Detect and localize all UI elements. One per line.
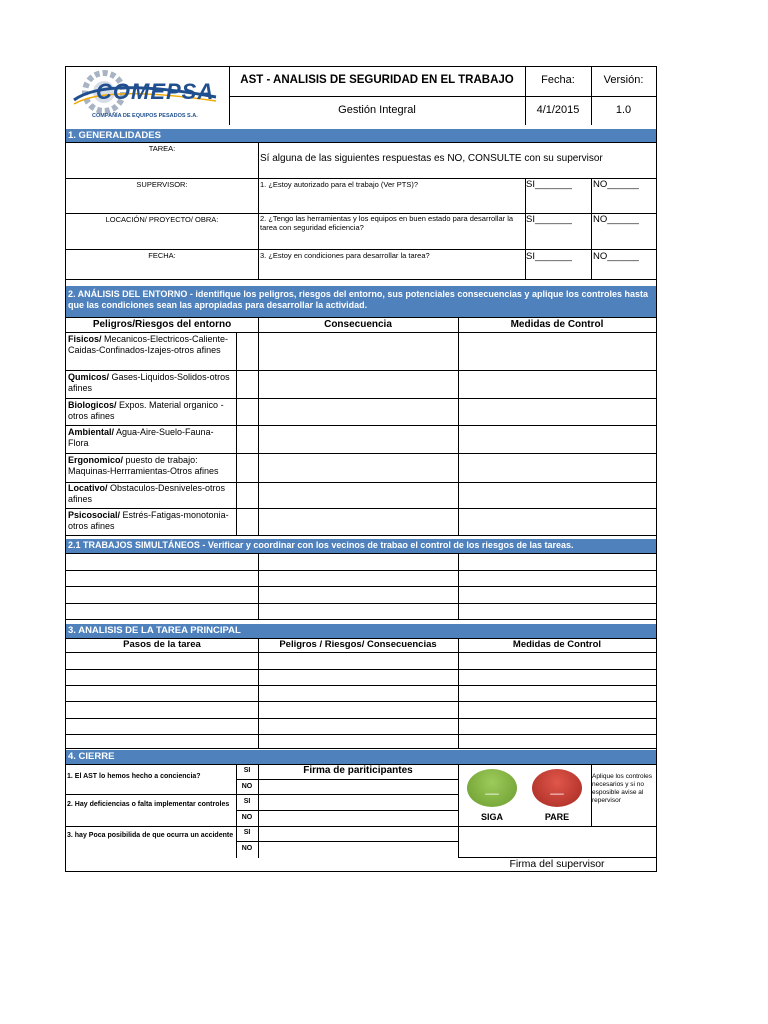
question-3-no[interactable]: NO______	[593, 251, 639, 262]
participants-signature-label: Firma de pariticipantes	[303, 765, 413, 776]
date-label: Fecha:	[541, 74, 575, 86]
siga-button[interactable]	[467, 769, 517, 807]
field-locacion-label: LOCACIÓN/ PROYECTO/ OBRA:	[105, 215, 219, 224]
cierre-question-1: 1. El AST lo hemos hecho a conciencia?	[67, 773, 201, 780]
hazard-ambiental: Ambiental/ Agua-Aire-Suelo-Fauna-Flora	[68, 427, 214, 448]
hazard-locativo: Locativo/ Obstaculos-Desniveles-otros afines	[68, 483, 226, 504]
supervisor-signature-label: Firma del supervisor	[509, 858, 605, 870]
version-value: 1.0	[615, 104, 632, 116]
cierre-question-3: 3. hay Poca posibilida de que ocurra un accidente	[67, 832, 234, 839]
hazard-quimicos: Qumicos/ Gases-Liquidos-Solidos-otros afines	[68, 372, 230, 393]
cierre-q1-no[interactable]: NO	[241, 783, 253, 790]
question-3: 3. ¿Estoy en condiciones para desarrollar la tarea?	[260, 251, 430, 260]
company-brand: COMEPSA	[96, 79, 215, 104]
hazard-psicosocial: Psicosocial/ Estrés-Fatigas-monotonia-otros afines	[68, 510, 229, 531]
question-1-si[interactable]: SI_______	[526, 179, 572, 190]
section-entorno-title: 2. ANÁLISIS DEL ENTORNO - identifique los peligros, riesgos del entorno, sus potenciales consecuencias y aplique los controles hasta que las condiciones sean las apropiadas para desarrollar la actividad.	[66, 286, 656, 317]
hazard-fisicos: Fisicos/ Mecanicos-Electricos-Caliente-Caidas-Confinados-Izajes-otros afines	[68, 334, 229, 355]
field-fecha-label: FECHA:	[148, 251, 176, 260]
form-title: AST - ANALISIS DE SEGURIDAD EN EL TRABAJO	[240, 74, 514, 86]
version-label: Versión:	[603, 74, 644, 86]
company-logo	[66, 67, 228, 125]
pare-button-label: __	[550, 781, 564, 795]
cierre-note: Aplique los controles necesarios y si no esposible avise al repervisor	[592, 773, 652, 804]
siga-label: SIGA	[480, 812, 503, 822]
tarea-col-peligros: Peligros / Riesgos/ Consecuencias	[279, 639, 437, 650]
entorno-col-medidas: Medidas de Control	[510, 319, 604, 330]
form-subtitle: Gestión Integral	[338, 104, 416, 116]
cierre-q1-si[interactable]: SI	[243, 767, 251, 774]
cierre-question-2: 2. Hay deficiencias o falta implementar controles	[67, 801, 230, 808]
siga-button-label: __	[485, 781, 499, 795]
question-1-no[interactable]: NO______	[593, 179, 639, 190]
generalidades-intro: Sí alguna de las siguientes respuestas es NO, CONSULTE con su supervisor	[260, 153, 603, 164]
section-tarea-title: 3. ANALISIS DE LA TAREA PRINCIPAL	[66, 624, 656, 638]
pare-button[interactable]	[532, 769, 582, 807]
tarea-col-medidas: Medidas de Control	[512, 639, 602, 650]
cierre-q2-si[interactable]: SI	[243, 798, 251, 805]
question-1: 1. ¿Estoy autorizado para el trabajo (Ver PTS)?	[260, 180, 418, 189]
company-tagline: COMPAÑÍA DE EQUIPOS PESADOS S.A.	[92, 113, 198, 119]
date-value: 4/1/2015	[536, 104, 580, 116]
cierre-q2-no[interactable]: NO	[241, 814, 253, 821]
section-simultaneos-title: 2.1 TRABAJOS SIMULTÁNEOS - Verificar y coordinar con los vecinos de trabao el control de los riesgos de las tareas.	[66, 539, 656, 553]
entorno-col-consecuencia: Consecuencia	[324, 319, 392, 330]
cierre-q3-si[interactable]: SI	[243, 829, 251, 836]
section-cierre-title: 4. CIERRE	[66, 750, 656, 764]
hazard-biologicos: Biologicos/ Expos. Material organico - otros afines	[68, 400, 224, 421]
field-supervisor-label: SUPERVISOR:	[136, 180, 188, 189]
question-3-si[interactable]: SI_______	[526, 251, 572, 262]
hazard-ergonomico: Ergonomico/ puesto de trabajo: Maquinas-Herrramientas-Otros afines	[68, 455, 219, 476]
ast-form	[65, 66, 657, 872]
question-2-si[interactable]: SI_______	[526, 214, 572, 225]
cierre-q3-no[interactable]: NO	[241, 845, 253, 852]
field-tarea-label: TAREA:	[148, 144, 176, 153]
question-2-no[interactable]: NO______	[593, 214, 639, 225]
pare-label: PARE	[544, 812, 570, 822]
question-2: 2. ¿Tengo las herramientas y los equipos en buen estado para desarrollar la tarea con seguridad eficiencia?	[260, 214, 514, 232]
entorno-col-peligros: Peligros/Riesgos del entorno	[92, 319, 232, 330]
section-generalidades-title: 1. GENERALIDADES	[66, 129, 656, 142]
tarea-col-pasos: Pasos de la tarea	[123, 639, 201, 650]
